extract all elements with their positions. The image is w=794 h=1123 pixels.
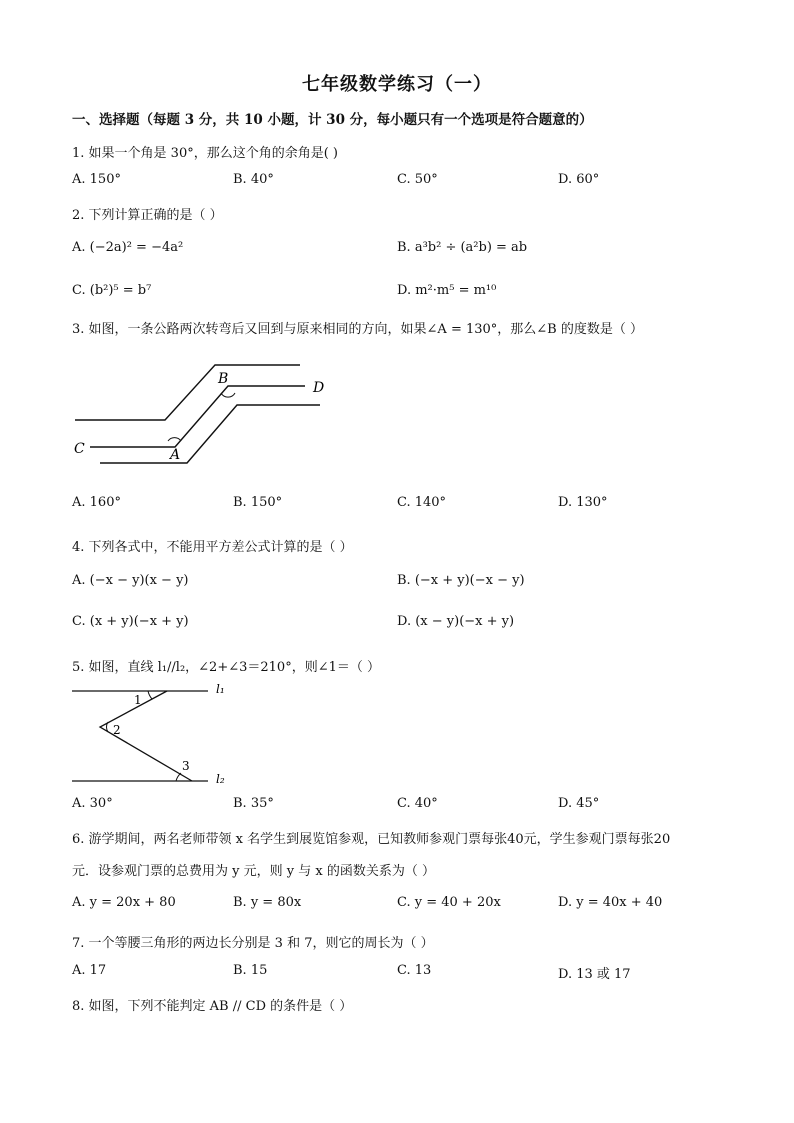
q2-option-c: C. (b²)⁵ = b⁷ — [72, 283, 152, 298]
q3-option-b: B. 150° — [233, 495, 283, 510]
q3-label-b: B — [218, 371, 229, 387]
q7-option-a: A. 17 — [72, 963, 107, 978]
question-8-stem: 8. 如图，下列不能判定 AB // CD 的条件是（ ） — [72, 999, 353, 1014]
question-6-stem-line1: 6. 游学期间，两名老师带领 x 名学生到展览馆参观，已知教师参观门票每张40元，学生参观门票每张20 — [72, 832, 671, 847]
q7-option-d: D. 13 或 17 — [558, 967, 631, 982]
q6-option-a: A. y = 20x + 80 — [72, 895, 176, 910]
q1-option-d: D. 60° — [558, 172, 600, 187]
q5-option-d: D. 45° — [558, 796, 600, 811]
q5-option-c: C. 40° — [397, 796, 438, 811]
section-heading: 一、选择题（每题 3 分，共 10 小题，计 30 分，每小题只有一个选项是符合题意的） — [72, 112, 593, 128]
q5-parallel-lines-figure — [70, 682, 240, 792]
page-title: 七年级数学练习（一） — [302, 74, 492, 95]
q3-option-a: A. 160° — [72, 495, 121, 510]
question-4-stem: 4. 下列各式中，不能用平方差公式计算的是（ ） — [72, 540, 353, 555]
question-5-stem: 5. 如图，直线 l₁//l₂，∠2+∠3＝210°，则∠1＝（ ） — [72, 660, 380, 675]
question-2-stem: 2. 下列计算正确的是（ ） — [72, 208, 223, 223]
q4-option-d: D. (x − y)(−x + y) — [397, 614, 515, 629]
q4-option-c: C. (x + y)(−x + y) — [72, 614, 189, 629]
q3-option-d: D. 130° — [558, 495, 608, 510]
q4-option-b: B. (−x + y)(−x − y) — [397, 573, 525, 588]
q3-label-c: C — [74, 441, 85, 457]
q2-option-b: B. a³b² ÷ (a²b) = ab — [397, 240, 528, 255]
q3-option-c: C. 140° — [397, 495, 447, 510]
q5-label-l1: l₁ — [216, 682, 225, 696]
q6-option-b: B. y = 80x — [233, 895, 302, 910]
q7-option-c: C. 13 — [397, 963, 432, 978]
q5-label-2: 2 — [113, 723, 121, 737]
q5-label-3: 3 — [182, 759, 190, 773]
q5-option-b: B. 35° — [233, 796, 274, 811]
q3-road-figure — [70, 355, 340, 470]
q2-option-d: D. m²·m⁵ = m¹⁰ — [397, 283, 497, 298]
q5-label-1: 1 — [134, 693, 142, 707]
q3-label-a: A — [170, 447, 181, 463]
q3-label-d: D — [313, 380, 325, 396]
q6-option-d: D. y = 40x + 40 — [558, 895, 663, 910]
question-1-stem: 1. 如果一个角是 30°，那么这个角的余角是( ) — [72, 146, 338, 161]
q5-option-a: A. 30° — [72, 796, 113, 811]
q4-option-a: A. (−x − y)(x − y) — [72, 573, 189, 588]
q5-label-l2: l₂ — [216, 772, 225, 786]
question-3-stem: 3. 如图，一条公路两次转弯后又回到与原来相同的方向，如果∠A = 130°，那么∠B 的度数是（ ） — [72, 322, 643, 337]
q7-option-b: B. 15 — [233, 963, 268, 978]
q1-option-a: A. 150° — [72, 172, 121, 187]
q1-option-b: B. 40° — [233, 172, 274, 187]
q1-option-c: C. 50° — [397, 172, 438, 187]
q2-option-a: A. (−2a)² = −4a² — [72, 240, 184, 255]
q6-option-c: C. y = 40 + 20x — [397, 895, 501, 910]
question-7-stem: 7. 一个等腰三角形的两边长分别是 3 和 7，则它的周长为（ ） — [72, 936, 434, 951]
question-6-stem-line2: 元．设参观门票的总费用为 y 元，则 y 与 x 的函数关系为（ ） — [72, 864, 435, 879]
